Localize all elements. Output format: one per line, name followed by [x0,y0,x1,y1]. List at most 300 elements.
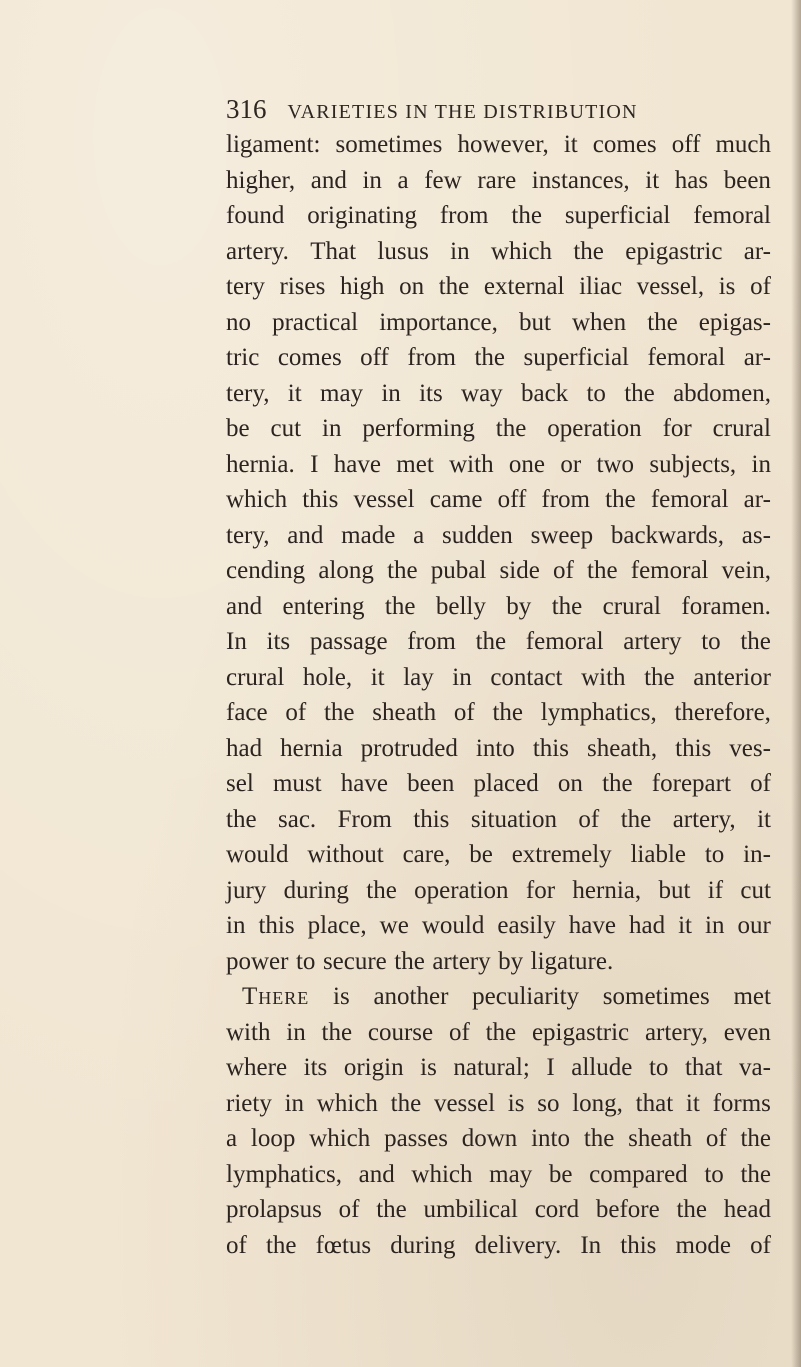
word: external [483,273,565,300]
text-line [226,1192,771,1228]
word: delivery. [474,1231,562,1259]
word: the [394,947,425,975]
word: this [620,1231,657,1259]
word: no [226,308,251,336]
word: before [595,1196,660,1223]
word: its [266,628,291,655]
text-line [226,340,771,376]
text-line [226,127,771,163]
word: hernia, [572,876,642,904]
word: entering [282,592,365,620]
word: two [596,450,635,478]
word: in [226,912,246,939]
word: or [560,450,582,478]
word: comes [277,344,342,371]
word: femoral [650,486,729,513]
word: in- [743,841,771,868]
word: had [628,912,666,939]
word: the [387,557,418,584]
word: tery, [226,521,270,549]
text-line [226,802,771,838]
word: it [287,379,302,407]
word: the [226,805,257,833]
text-line [226,1015,771,1051]
word: the [438,273,470,300]
word: sheath, [586,734,658,762]
text-line [226,447,771,483]
page-number: 316 [226,94,267,124]
word: to [295,947,316,975]
word: artery [432,947,491,975]
word: vein, [721,557,771,584]
text-line [226,766,771,802]
word: with [226,1018,271,1046]
word: but [518,308,551,336]
text-line [226,198,771,234]
text-line [226,589,771,625]
word: mode [675,1231,732,1259]
word: ves- [729,734,771,762]
word: operation [547,415,642,442]
word: the [583,1125,615,1152]
word: of [226,1231,247,1259]
word: from [439,202,489,229]
word: it [757,805,771,833]
word: its [303,1054,328,1081]
word: artery, [672,805,736,833]
paragraph-1 [226,127,771,979]
word: importance, [379,308,498,336]
word: head [723,1196,771,1223]
text-line [226,1086,771,1122]
word: the [605,486,636,513]
word: sheath [628,1125,693,1152]
word: and [226,592,263,620]
word: but [658,876,691,904]
word: foramen. [681,592,771,620]
word: the [323,699,355,726]
word: placed [473,770,539,797]
word: belly [435,592,486,620]
text-line [226,908,771,944]
word: be [469,841,493,868]
word: this [302,486,339,513]
word: with [581,663,626,691]
word: the [265,1231,297,1259]
word: epigastric [625,237,723,265]
word: and [310,166,347,194]
word: ligature. [530,947,614,975]
word: sometimes [602,983,710,1010]
word: into [531,1125,571,1152]
word: in [751,450,771,478]
word: this [413,805,450,833]
word: without [307,841,384,868]
word: came [429,486,483,513]
word: femoral [630,557,709,584]
word: by [506,592,532,620]
text-line [226,482,771,518]
word: the [620,805,652,833]
word: way [461,379,503,407]
text-line [226,660,771,696]
word: during [390,1231,456,1259]
word: is [507,1089,525,1117]
word: vessel, [636,273,705,300]
word: epigastric [531,1018,630,1046]
word: be [226,415,250,442]
text-line [226,731,771,767]
word: artery, [644,1018,708,1046]
word: has [674,166,709,194]
word: from [407,628,456,655]
word: a [413,521,425,549]
word: of [338,1196,360,1223]
text-line [226,873,771,909]
word: we [379,912,409,939]
word: its [419,379,443,407]
word: ar- [743,344,771,371]
text-line [226,234,771,270]
word: anterior [693,663,771,691]
word: made [341,521,396,549]
word: of [750,1231,771,1259]
word: the [390,1089,422,1117]
word: superficial [564,202,671,229]
word: the [624,379,655,407]
word: in [322,415,342,442]
word: iliac [579,273,623,300]
word: liable [630,841,687,868]
word: practical [272,308,359,336]
paragraph-lead-word: There [242,983,310,1010]
word: back [520,379,569,407]
text-line [226,305,771,341]
word: down [461,1125,518,1152]
word: been [723,166,771,194]
word: of [750,770,771,797]
word: have [333,450,381,478]
word: epigas- [698,308,771,336]
text-line [226,695,771,731]
word: which [490,237,553,265]
word: the [587,557,618,584]
word: may [489,1160,533,1188]
word: the [740,628,771,655]
word: the [384,592,416,620]
word: to [586,379,606,407]
word: in [284,1089,305,1117]
word: abdomen, [673,379,771,407]
text-line [226,624,771,660]
text-line [226,163,771,199]
word: this [675,734,712,762]
word: of [453,699,475,726]
word: prolapsus [226,1196,322,1223]
word: passage [309,628,388,655]
word: That [310,237,357,265]
word: of [705,1125,727,1152]
word: few [424,166,462,194]
word: met [396,450,434,478]
word: it [685,1089,700,1117]
word: jury [226,876,267,904]
word: would [226,841,289,868]
word: higher, [226,166,296,194]
word: artery [623,628,682,655]
word: one [508,450,546,478]
word: a [397,166,409,194]
word: along [318,557,374,584]
word: met [733,983,771,1010]
word: the [376,1196,407,1223]
word: it [678,912,693,939]
word: is [718,273,736,300]
running-title: VARIETIES IN THE DISTRIBUTION [287,101,638,123]
word: ar- [743,486,771,513]
word: care, [402,841,451,868]
word: crural [226,663,285,691]
word: vessel [353,486,415,513]
word: place, [307,912,367,939]
word: the [602,770,633,797]
word: would [421,912,485,939]
word: by [498,947,524,975]
text-line [226,553,771,589]
word: the [740,1160,771,1188]
word: pubal [430,557,487,584]
word: power [226,947,289,975]
page-edge-shadow [791,0,801,1367]
word: have [340,770,388,797]
word: even [723,1018,771,1046]
word: to [701,628,721,655]
word: it [370,663,385,691]
word: so [537,1089,560,1117]
word: protruded [360,734,458,762]
word: crural [602,592,661,620]
word: however, [457,131,549,158]
word: hernia [280,734,343,762]
word: in [286,1018,306,1046]
word: had [226,734,263,762]
word: long, [572,1089,623,1117]
word: off [671,131,701,158]
word: which [411,1160,473,1188]
word: the [495,415,527,442]
word: found [226,202,285,229]
word: From [337,805,392,833]
word: side [499,557,540,584]
word: in [452,663,472,691]
text-line [226,1121,771,1157]
word: cord [534,1196,580,1223]
word: therefore, [674,699,771,726]
word: sweep [530,521,594,549]
word: from [407,344,456,371]
word: comes [592,131,657,158]
text-line [226,979,771,1015]
word: sudden [441,521,513,549]
word: fœtus [315,1231,372,1259]
word: the [475,628,507,655]
word: sheath [372,699,437,726]
text-line [226,1050,771,1086]
word: another [373,983,449,1010]
word: of [448,1018,470,1046]
body-text [226,127,771,1263]
text-line [226,376,771,412]
word: hole, [302,663,353,691]
text-line [226,1228,771,1264]
word: the [485,1018,517,1046]
word: in [362,166,382,194]
word: to [648,1054,669,1081]
word: the [551,592,583,620]
word: as- [741,521,771,549]
text-line [226,518,771,554]
word: face [226,699,268,726]
word: the [511,202,542,229]
word: lymphatics, [540,699,657,726]
word: cut [270,415,302,442]
word: performing [362,415,475,442]
word: hernia. [226,450,295,478]
word: the [366,876,397,904]
word: sac. [278,805,317,833]
word: instances, [531,166,630,194]
word: with [449,450,494,478]
word: that [684,1054,723,1081]
word: situation [470,805,557,833]
word: secure [322,947,387,975]
word: is [420,1054,437,1081]
word: rare [477,166,517,194]
word: subjects, [649,450,737,478]
word: femoral [647,344,726,371]
word: on [399,273,425,300]
word: have [568,912,616,939]
word: I [546,1054,555,1081]
word: I [310,450,319,478]
word: in [381,379,401,407]
word: of [553,557,574,584]
word: for [662,415,692,442]
word: is [333,983,350,1010]
word: our [737,912,771,939]
word: in [450,237,470,265]
word: In [580,1231,602,1259]
word: tery [226,273,265,300]
word: which [309,1125,371,1152]
word: natural; [453,1054,530,1081]
word: sel [226,770,254,797]
word: that [635,1089,674,1117]
word: umbilical [423,1196,518,1223]
text-line [226,1157,771,1193]
word: the [492,699,523,726]
word: In [226,628,247,655]
word: the [321,1018,353,1046]
word: course [367,1018,434,1046]
word: the [474,344,505,371]
word: riety [226,1089,272,1117]
word: and [287,521,324,549]
word: this [532,734,569,762]
word: originating [307,202,417,229]
word: in [705,912,725,939]
word: vessel [433,1089,496,1117]
word: on [557,770,583,797]
word: contact [490,663,563,691]
word: va- [739,1054,771,1081]
word: lusus [377,237,429,265]
word: from [541,486,591,513]
word: this [258,912,295,939]
word: artery. [226,237,289,265]
word: peculiarity [472,983,580,1010]
word: where [226,1054,288,1081]
word: femoral [525,628,604,655]
word: rises [279,273,326,300]
word: of [285,699,307,726]
word: of [578,805,600,833]
word: ar- [743,237,771,265]
text-line [226,944,771,980]
word: been [407,770,455,797]
word: be [548,1160,573,1188]
word: to [704,841,725,868]
word: tery, [226,379,270,407]
word: off [360,344,389,371]
word: off [497,486,527,513]
word: it [645,166,660,194]
word: forms [712,1089,771,1117]
word: lymphatics, [226,1160,342,1188]
word: into [475,734,515,762]
word: extremely [511,841,612,868]
word: forepart [651,770,731,797]
word: during [283,876,349,904]
word: cut [740,876,771,904]
word: the [647,308,678,336]
word: femoral [693,202,771,229]
word: cending [226,557,306,584]
word: tric [226,344,260,371]
word: of [750,273,771,300]
word: lay [403,663,434,691]
word: easily [497,912,556,939]
paragraph-2 [226,979,771,1263]
word: which [316,1089,378,1117]
word: may [320,379,364,407]
word: for [525,876,556,904]
word: sometimes [335,131,443,158]
word: and [358,1160,395,1188]
text-line [226,411,771,447]
word: must [272,770,322,797]
word: to [704,1160,724,1188]
word: much [715,131,771,158]
word: crural [712,415,771,442]
word: backwards, [610,521,725,549]
text-line [226,269,771,305]
word: the [676,1196,708,1223]
word: the [740,1125,771,1152]
text-line [226,837,771,873]
word: compared [589,1160,688,1188]
word: the [644,663,675,691]
